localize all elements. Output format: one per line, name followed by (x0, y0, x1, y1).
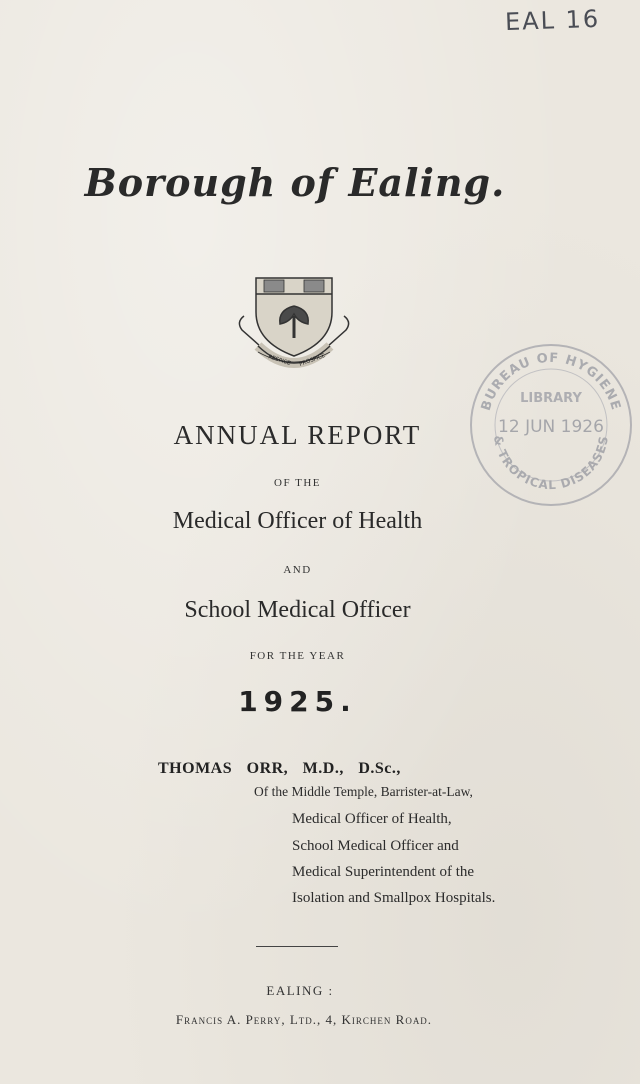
crest-motto-right: PROSPICE (298, 352, 327, 368)
crest-motto-left: RESPICE (267, 354, 292, 368)
stamp-top-text: BUREAU OF HYGIENE (478, 350, 624, 413)
author-role-3: Medical Superintendent of the (292, 864, 475, 880)
for-the-year-label: FOR THE YEAR (249, 650, 346, 662)
stamp-library-text: LIBRARY (520, 391, 582, 406)
author-role-1: Medical Officer of Health, (292, 811, 452, 827)
school-officer-title: School Medical Officer (184, 597, 411, 623)
and-label: AND (283, 564, 312, 576)
stamp-bottom-text: & TROPICAL DISEASES (490, 434, 612, 493)
report-title: ANNUAL REPORT (173, 420, 422, 450)
report-year: 1925. (238, 685, 357, 718)
author-role-2: School Medical Officer and (292, 838, 459, 854)
officer-title: Medical Officer of Health (172, 508, 423, 534)
author-name: THOMAS ORR, M.D., D.Sc., (158, 760, 401, 777)
printer-line: Francis A. Perry, Ltd., 4, Kirchen Road. (175, 1012, 433, 1027)
place-of-publication: EALING : (266, 983, 334, 998)
divider-rule (256, 946, 338, 947)
of-the-label: OF THE (274, 477, 321, 489)
borough-crest-icon (236, 272, 352, 372)
catalog-mark: EAL 16 (504, 4, 601, 37)
borough-title: Borough of Ealing. (84, 160, 506, 205)
author-temple-line: Of the Middle Temple, Barrister-at-Law, (254, 784, 473, 799)
author-role-4: Isolation and Smallpox Hospitals. (292, 890, 496, 906)
stamp-date-text: 12 JUN 1926 (498, 417, 604, 437)
